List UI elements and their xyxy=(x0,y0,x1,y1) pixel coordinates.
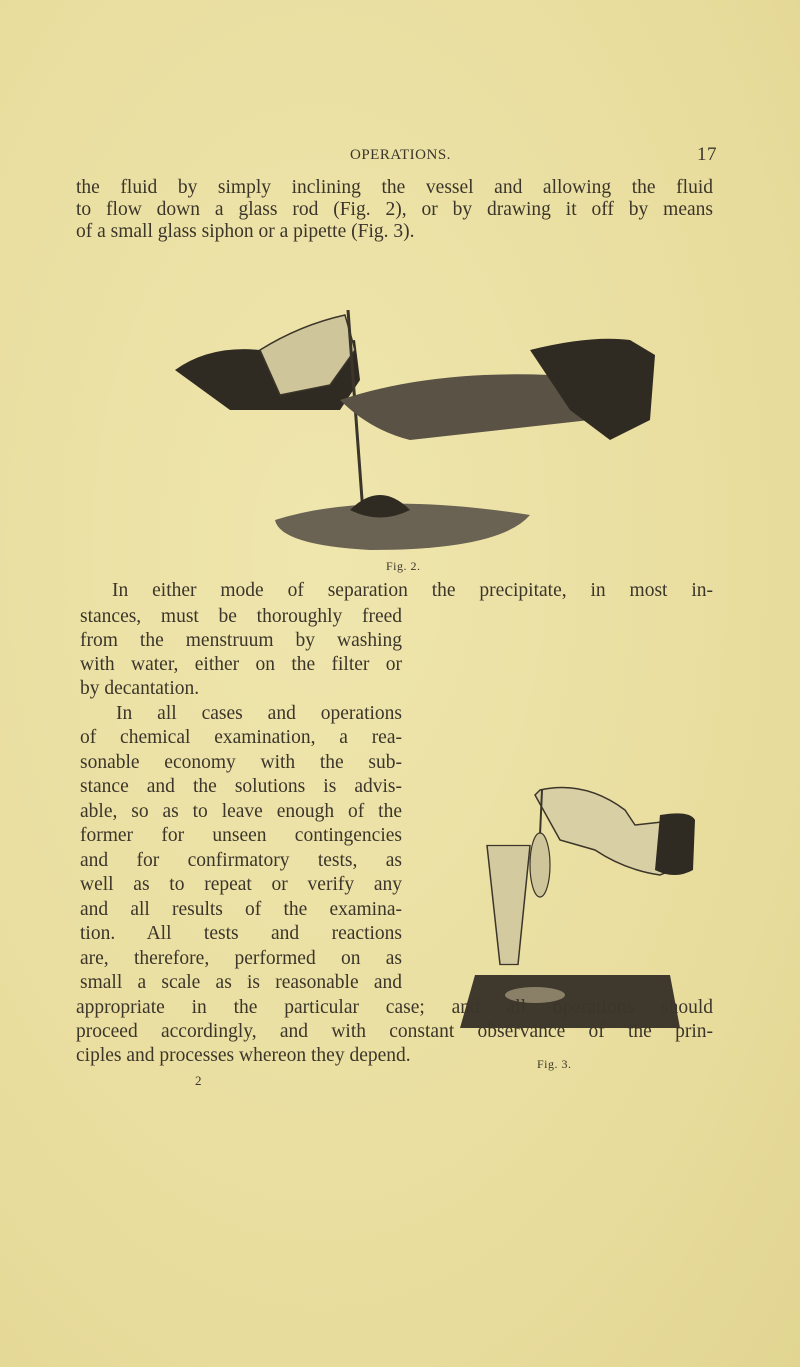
running-title: OPERATIONS. xyxy=(350,147,451,163)
text-line: In all cases and operations xyxy=(116,703,402,724)
text-line: able, so as to leave enough of the xyxy=(80,801,402,822)
text-line: of a small glass siphon or a pipette (Fig. 3). xyxy=(76,221,415,242)
text-line: to flow down a glass rod (Fig. 2), or by drawing it off by means xyxy=(76,199,713,220)
text-line: tion. All tests and reactions xyxy=(80,923,402,944)
text-line: sonable economy with the sub- xyxy=(80,752,402,773)
text-line: appropriate in the particular case; and all operations should xyxy=(76,997,713,1018)
page-number: 17 xyxy=(697,144,717,165)
text-line: ciples and processes whereon they depend. xyxy=(76,1045,411,1066)
figure-3-illustration xyxy=(435,760,715,1035)
text-line: the fluid by simply inclining the vessel and allowing the fluid xyxy=(76,177,713,198)
figure-3-caption: Fig. 3. xyxy=(537,1057,572,1071)
text-line: proceed accordingly, and with constant observance of the prin- xyxy=(76,1021,713,1042)
text-line: from the menstruum by washing xyxy=(80,630,402,651)
text-line: and for confirmatory tests, as xyxy=(80,850,402,871)
figure-2-caption: Fig. 2. xyxy=(386,559,421,573)
text-line: stance and the solutions is advis- xyxy=(80,776,402,797)
text-line: by decantation. xyxy=(80,678,200,699)
text-line: of chemical examination, a rea- xyxy=(80,727,402,748)
text-line: small a scale as is reasonable and xyxy=(80,972,402,993)
signature-mark: 2 xyxy=(195,1073,202,1088)
text-line: and all results of the examina- xyxy=(80,899,402,920)
text-line: In either mode of separation the precipitate, in most in- xyxy=(112,580,713,601)
figure-2-illustration xyxy=(170,310,670,560)
text-line: with water, either on the filter or xyxy=(80,654,402,675)
text-line: are, therefore, performed on as xyxy=(80,948,402,969)
text-line: former for unseen contingencies xyxy=(80,825,402,846)
text-line: stances, must be thoroughly freed xyxy=(80,606,402,627)
text-line: well as to repeat or verify any xyxy=(80,874,402,895)
